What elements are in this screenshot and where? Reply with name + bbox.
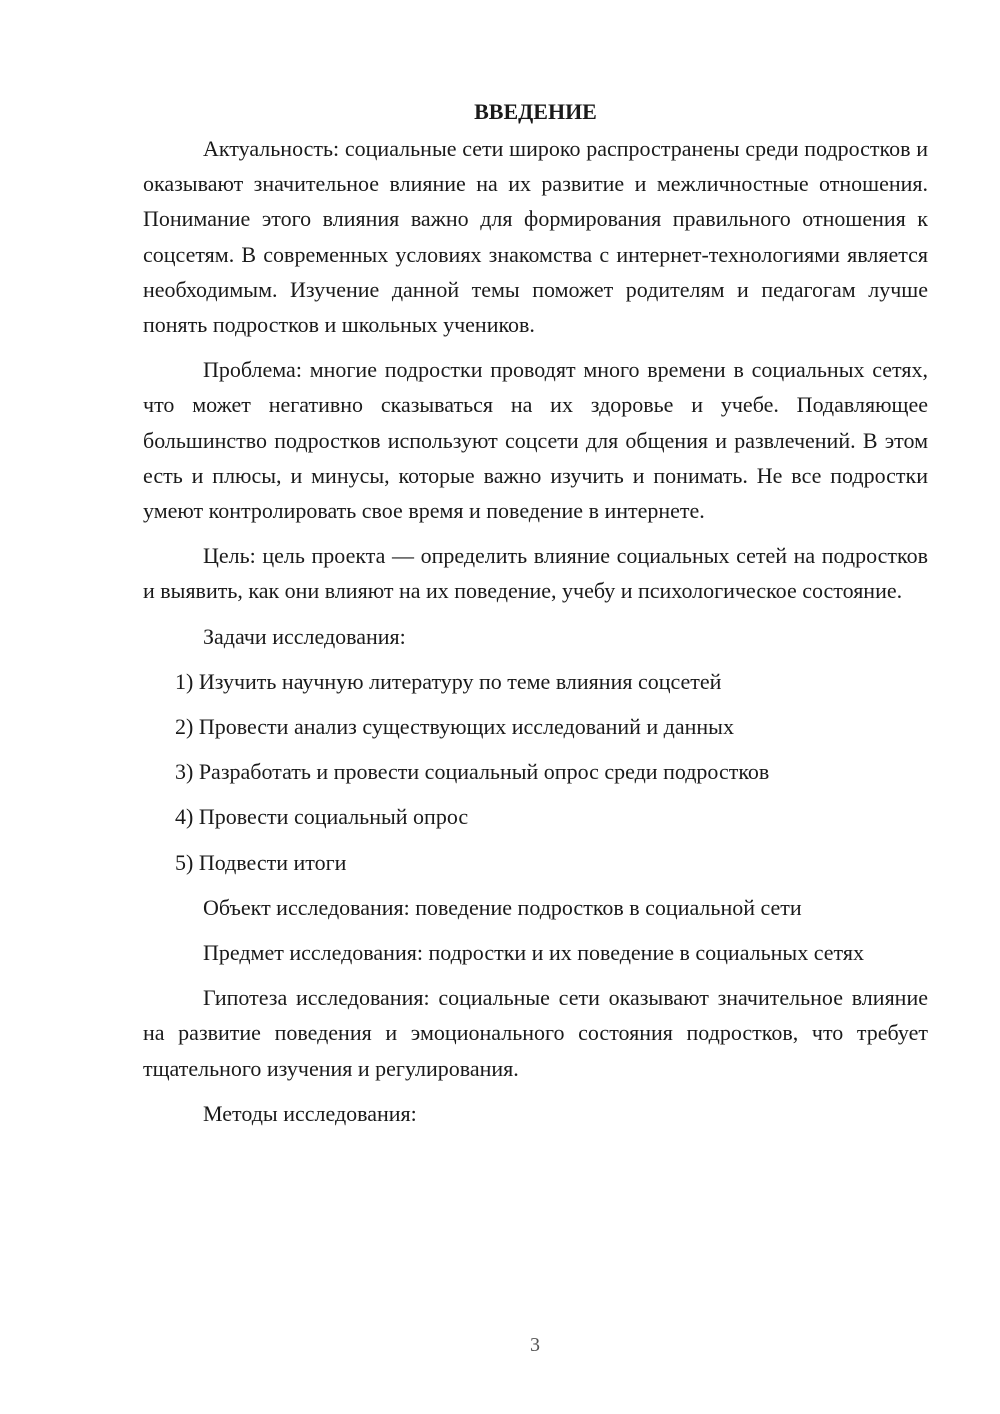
- list-item: 4) Провести социальный опрос: [175, 804, 469, 830]
- paragraph-relevance: Актуальность: социальные сети широко распространены среди подростков и оказывают значительное влияние на их развитие и межличностные отношения. Понимание этого влияния важно для формирования правильного отношения к соцсетям. В современных условиях знакомства с интернет-технологиями является необходимым. Изучение данной темы поможет родителям и педагогам лучше понять подростков и школьных учеников.: [143, 136, 928, 338]
- list-item: 2) Провести анализ существующих исследований и данных: [175, 714, 734, 740]
- list-item: 1) Изучить научную литературу по теме влияния соцсетей: [175, 668, 722, 694]
- methods-title: Методы исследования:: [203, 1100, 417, 1126]
- page-number: 3: [530, 1334, 540, 1356]
- paragraph-object: Объект исследования: поведение подростков в социальной сети: [203, 894, 802, 920]
- tasks-title: Задачи исследования:: [203, 623, 406, 649]
- tasks-list: [143, 664, 928, 880]
- paragraph-subject: Предмет исследования: подростки и их поведение в социальных сетях: [203, 940, 864, 966]
- paragraph-problem: Проблема: многие подростки проводят много времени в социальных сетях, что может негативно сказываться на их здоровье и учебе. Подавляющее большинство подростков используют соцсети для общения и развлечений. В этом есть и плюсы, и минусы, которые важно изучить и понимать. Не все подростки умеют контролировать свое время и поведение в интернете.: [143, 357, 928, 524]
- list-item: 3) Разработать и провести социальный опрос среди подростков: [175, 759, 770, 785]
- paragraph-hypothesis: Гипотеза исследования: социальные сети оказывают значительное влияние на развитие поведения и эмоционального состояния подростков, что требует тщательного изучения и регулирования.: [143, 985, 928, 1081]
- document-page: [143, 94, 928, 1141]
- paragraph-goal: Цель: цель проекта — определить влияние социальных сетей на подростков и выявить, как они влияют на их поведение, учебу и психологическое состояние.: [143, 543, 928, 604]
- section-heading: ВВЕДЕНИЕ: [474, 99, 597, 124]
- list-item: 5) Подвести итоги: [175, 849, 347, 875]
